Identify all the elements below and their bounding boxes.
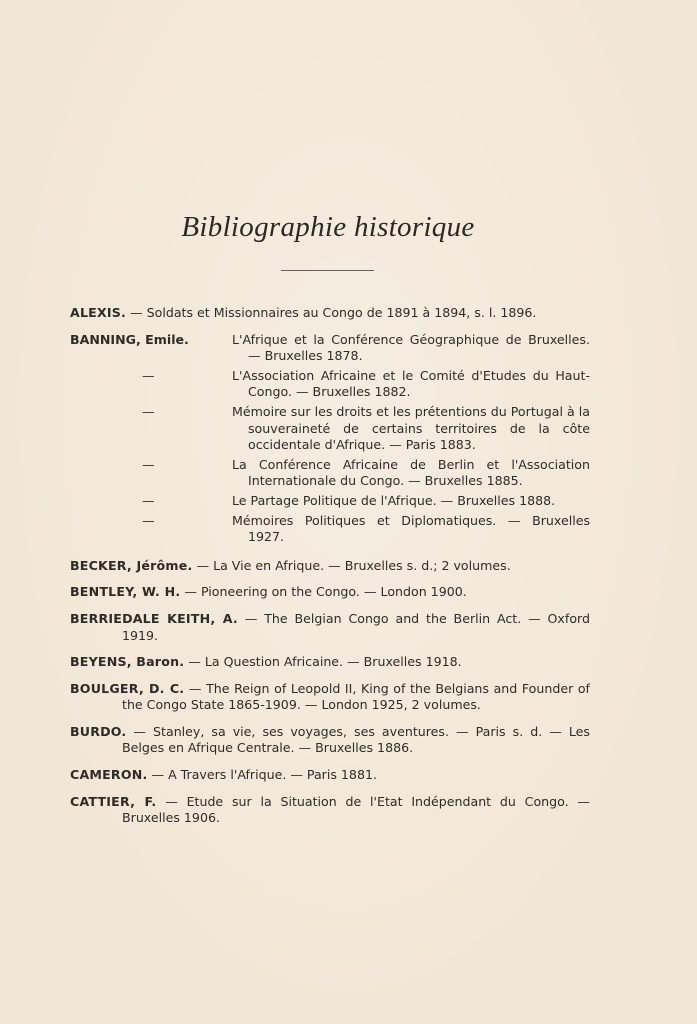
bibliography-entry [70, 681, 590, 714]
bibliography-entry [70, 305, 590, 322]
banning-work [70, 457, 590, 490]
bibliography-entry [70, 654, 590, 671]
work-dash: — [142, 367, 155, 383]
entry-text: — The Belgian Congo and the Berlin Act. — Oxford 1919. [122, 610, 590, 643]
work-dash: — [142, 492, 155, 508]
entry-text: — Etude sur la Situation de l'Etat Indépendant du Congo. — Bruxelles 1906. [122, 793, 590, 826]
entry-author: ALEXIS. [70, 305, 127, 320]
bibliography-entry-banning [70, 332, 590, 546]
entry-author: BECKER, Jérôme. [70, 557, 193, 573]
entry-text: — A Travers l'Afrique. — Paris 1881. [151, 767, 377, 783]
work-text: Le Partage Politique de l'Afrique. — Bruxelles 1888. [232, 492, 556, 508]
title-rule [281, 270, 374, 271]
bibliography-entry [70, 724, 590, 757]
entry-author: BOULGER, D. C. [70, 680, 185, 696]
bibliography-entry [70, 584, 590, 601]
entry-author: CAMERON. [70, 767, 148, 783]
bibliography-entry [70, 767, 590, 784]
bibliography-entry [70, 558, 590, 575]
work-text: La Conférence Africaine de Berlin et l'Association Internationale du Congo. — Bruxelles 1885. [232, 456, 590, 489]
entry-text: — Pioneering on the Congo. — London 1900. [184, 584, 467, 600]
work-text: Mémoires Politiques et Diplomatiques. — Bruxelles 1927. [232, 512, 590, 545]
work-text: L'Afrique et la Conférence Géographique de Bruxelles. — Bruxelles 1878. [232, 331, 590, 364]
work-text: Mémoire sur les droits et les prétentions du Portugal à la souveraineté de certains territoires de la côte occidentale d'Afrique. — Paris 1883. [232, 403, 590, 453]
entry-text: — La Vie en Afrique. — Bruxelles s. d.; 2 volumes. [196, 557, 511, 573]
entry-author: BURDO. [70, 723, 127, 739]
entry-author: BEYENS, Baron. [70, 654, 185, 670]
work-dash: — [142, 403, 155, 419]
entry-text: — La Question Africaine. — Bruxelles 1918. [188, 654, 462, 670]
banning-work [70, 493, 590, 510]
entry-author: CATTIER, F. [70, 793, 157, 809]
work-dash: — [142, 456, 155, 472]
bibliography-entry [70, 611, 590, 644]
page-title: Bibliographie historique [181, 211, 475, 243]
entry-author: BENTLEY, W. H. [70, 584, 181, 600]
entry-text: — Soldats et Missionnaires au Congo de 1891 à 1894, s. l. 1896. [130, 305, 537, 320]
entry-author: BANNING, Emile. [70, 331, 189, 347]
work-dash: — [142, 512, 155, 528]
banning-work [70, 513, 590, 546]
banning-work [70, 332, 590, 365]
bibliography-list [70, 305, 590, 837]
entry-text: — The Reign of Leopold II, King of the Belgians and Founder of the Congo State 1865-1909. — London 1925, 2 volumes. [122, 680, 590, 713]
banning-work [70, 368, 590, 401]
banning-work [70, 404, 590, 454]
work-text: L'Association Africaine et le Comité d'Etudes du Haut-Congo. — Bruxelles 1882. [232, 367, 590, 400]
entry-text: — Stanley, sa vie, ses voyages, ses aventures. — Paris s. d. — Les Belges en Afrique Centrale. — Bruxelles 1886. [122, 723, 590, 756]
bibliography-entry [70, 794, 590, 827]
entry-author: BERRIEDALE KEITH, A. [70, 610, 238, 626]
